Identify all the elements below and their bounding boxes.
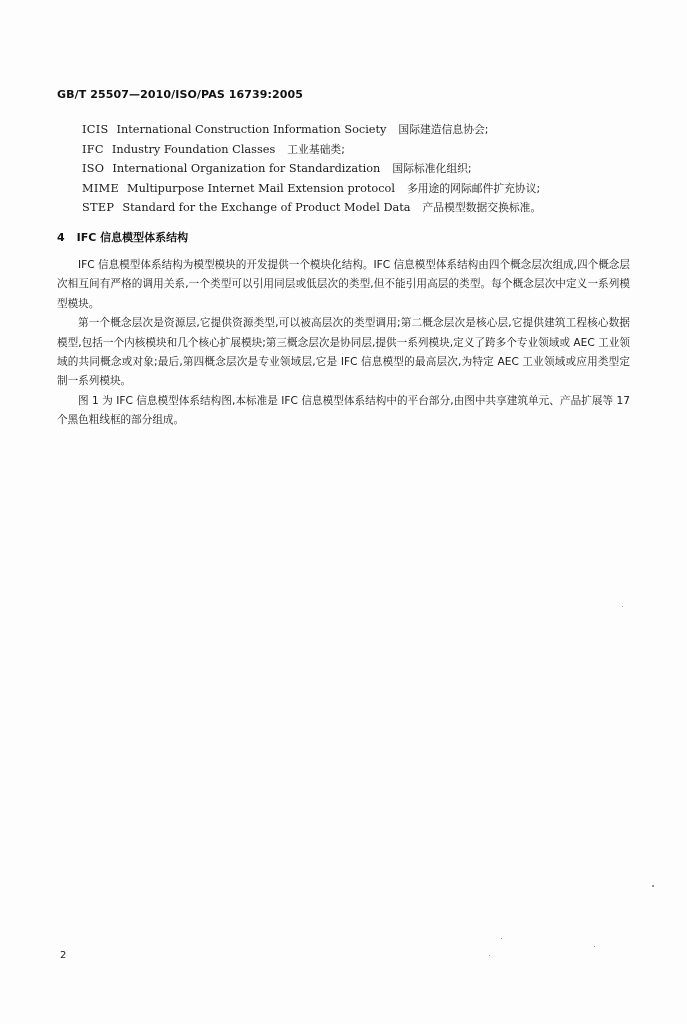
body-paragraph: IFC 信息模型体系结构为模型模块的开发提供一个模块化结构。IFC 信息模型体系结构由四个概念层次组成,四个概念层次相互间有严格的调用关系,一个类型可以引用同层或低层次的类型,但不能引用高层的类型。每个概念层次中定义一系列模型模块。 xyxy=(57,259,630,310)
section-heading xyxy=(57,229,188,245)
abbreviation-english: Multipurpose Internet Mail Extension protocol xyxy=(127,181,395,195)
abbreviation-item xyxy=(82,142,642,162)
abbreviation-item xyxy=(82,200,642,220)
page-number: 2 xyxy=(60,950,67,961)
scan-speck xyxy=(652,885,654,887)
abbreviation-chinese: 产品模型数据交换标准。 xyxy=(422,201,542,214)
body-paragraph: 第一个概念层次是资源层,它提供资源类型,可以被高层次的类型调用;第二概念层次是核心层,它提供建筑工程核心数据模型,包括一个内核模块和几个核心扩展模块;第三概念层次是协同层,提供一系列模块,定义了跨多个专业领域或 AEC 工业领域的共同概念或对象;最后,第四概念层次是专业领域层,它是 IFC 信息模型的最高层次,为特定 AEC 工业领域或应用类型定制一系列模块。 xyxy=(57,317,630,388)
abbreviation-list xyxy=(82,122,642,220)
section-number: 4 xyxy=(57,231,65,244)
abbreviation-term: IFC xyxy=(82,142,104,156)
abbreviation-chinese: 国际标准化组织; xyxy=(392,162,472,175)
abbreviation-english: Standard for the Exchange of Product Model Data xyxy=(122,201,411,214)
abbreviation-chinese: 工业基础类; xyxy=(287,142,345,156)
abbreviation-chinese: 国际建造信息协会; xyxy=(398,123,489,136)
abbreviation-item xyxy=(82,161,642,181)
abbreviation-english: International Organization for Standardization xyxy=(112,162,381,175)
scan-speck xyxy=(489,955,490,956)
abbreviation-english: Industry Foundation Classes xyxy=(111,142,276,156)
abbreviation-item xyxy=(82,122,642,142)
abbreviation-item xyxy=(82,181,642,201)
scan-speck xyxy=(594,946,595,947)
abbreviation-term: ICIS xyxy=(82,123,109,136)
abbreviation-term: ISO xyxy=(82,162,105,175)
abbreviation-english: International Construction Information Society xyxy=(116,123,387,136)
section-title: IFC 信息模型体系结构 xyxy=(76,231,189,244)
abbreviation-term: MIME xyxy=(82,181,120,195)
scan-speck xyxy=(501,938,502,939)
section-body xyxy=(57,256,630,431)
scan-speck xyxy=(622,606,623,607)
abbreviation-chinese: 多用途的网际邮件扩充协议; xyxy=(406,181,541,195)
standard-number-header: GB/T 25507—2010/ISO/PAS 16739:2005 xyxy=(57,88,304,101)
body-paragraph: 图 1 为 IFC 信息模型体系结构图,本标准是 IFC 信息模型体系结构中的平台部分,由图中共享建筑单元、产品扩展等 17 个黑色粗线框的部分组成。 xyxy=(57,394,630,427)
abbreviation-term: STEP xyxy=(82,201,115,214)
